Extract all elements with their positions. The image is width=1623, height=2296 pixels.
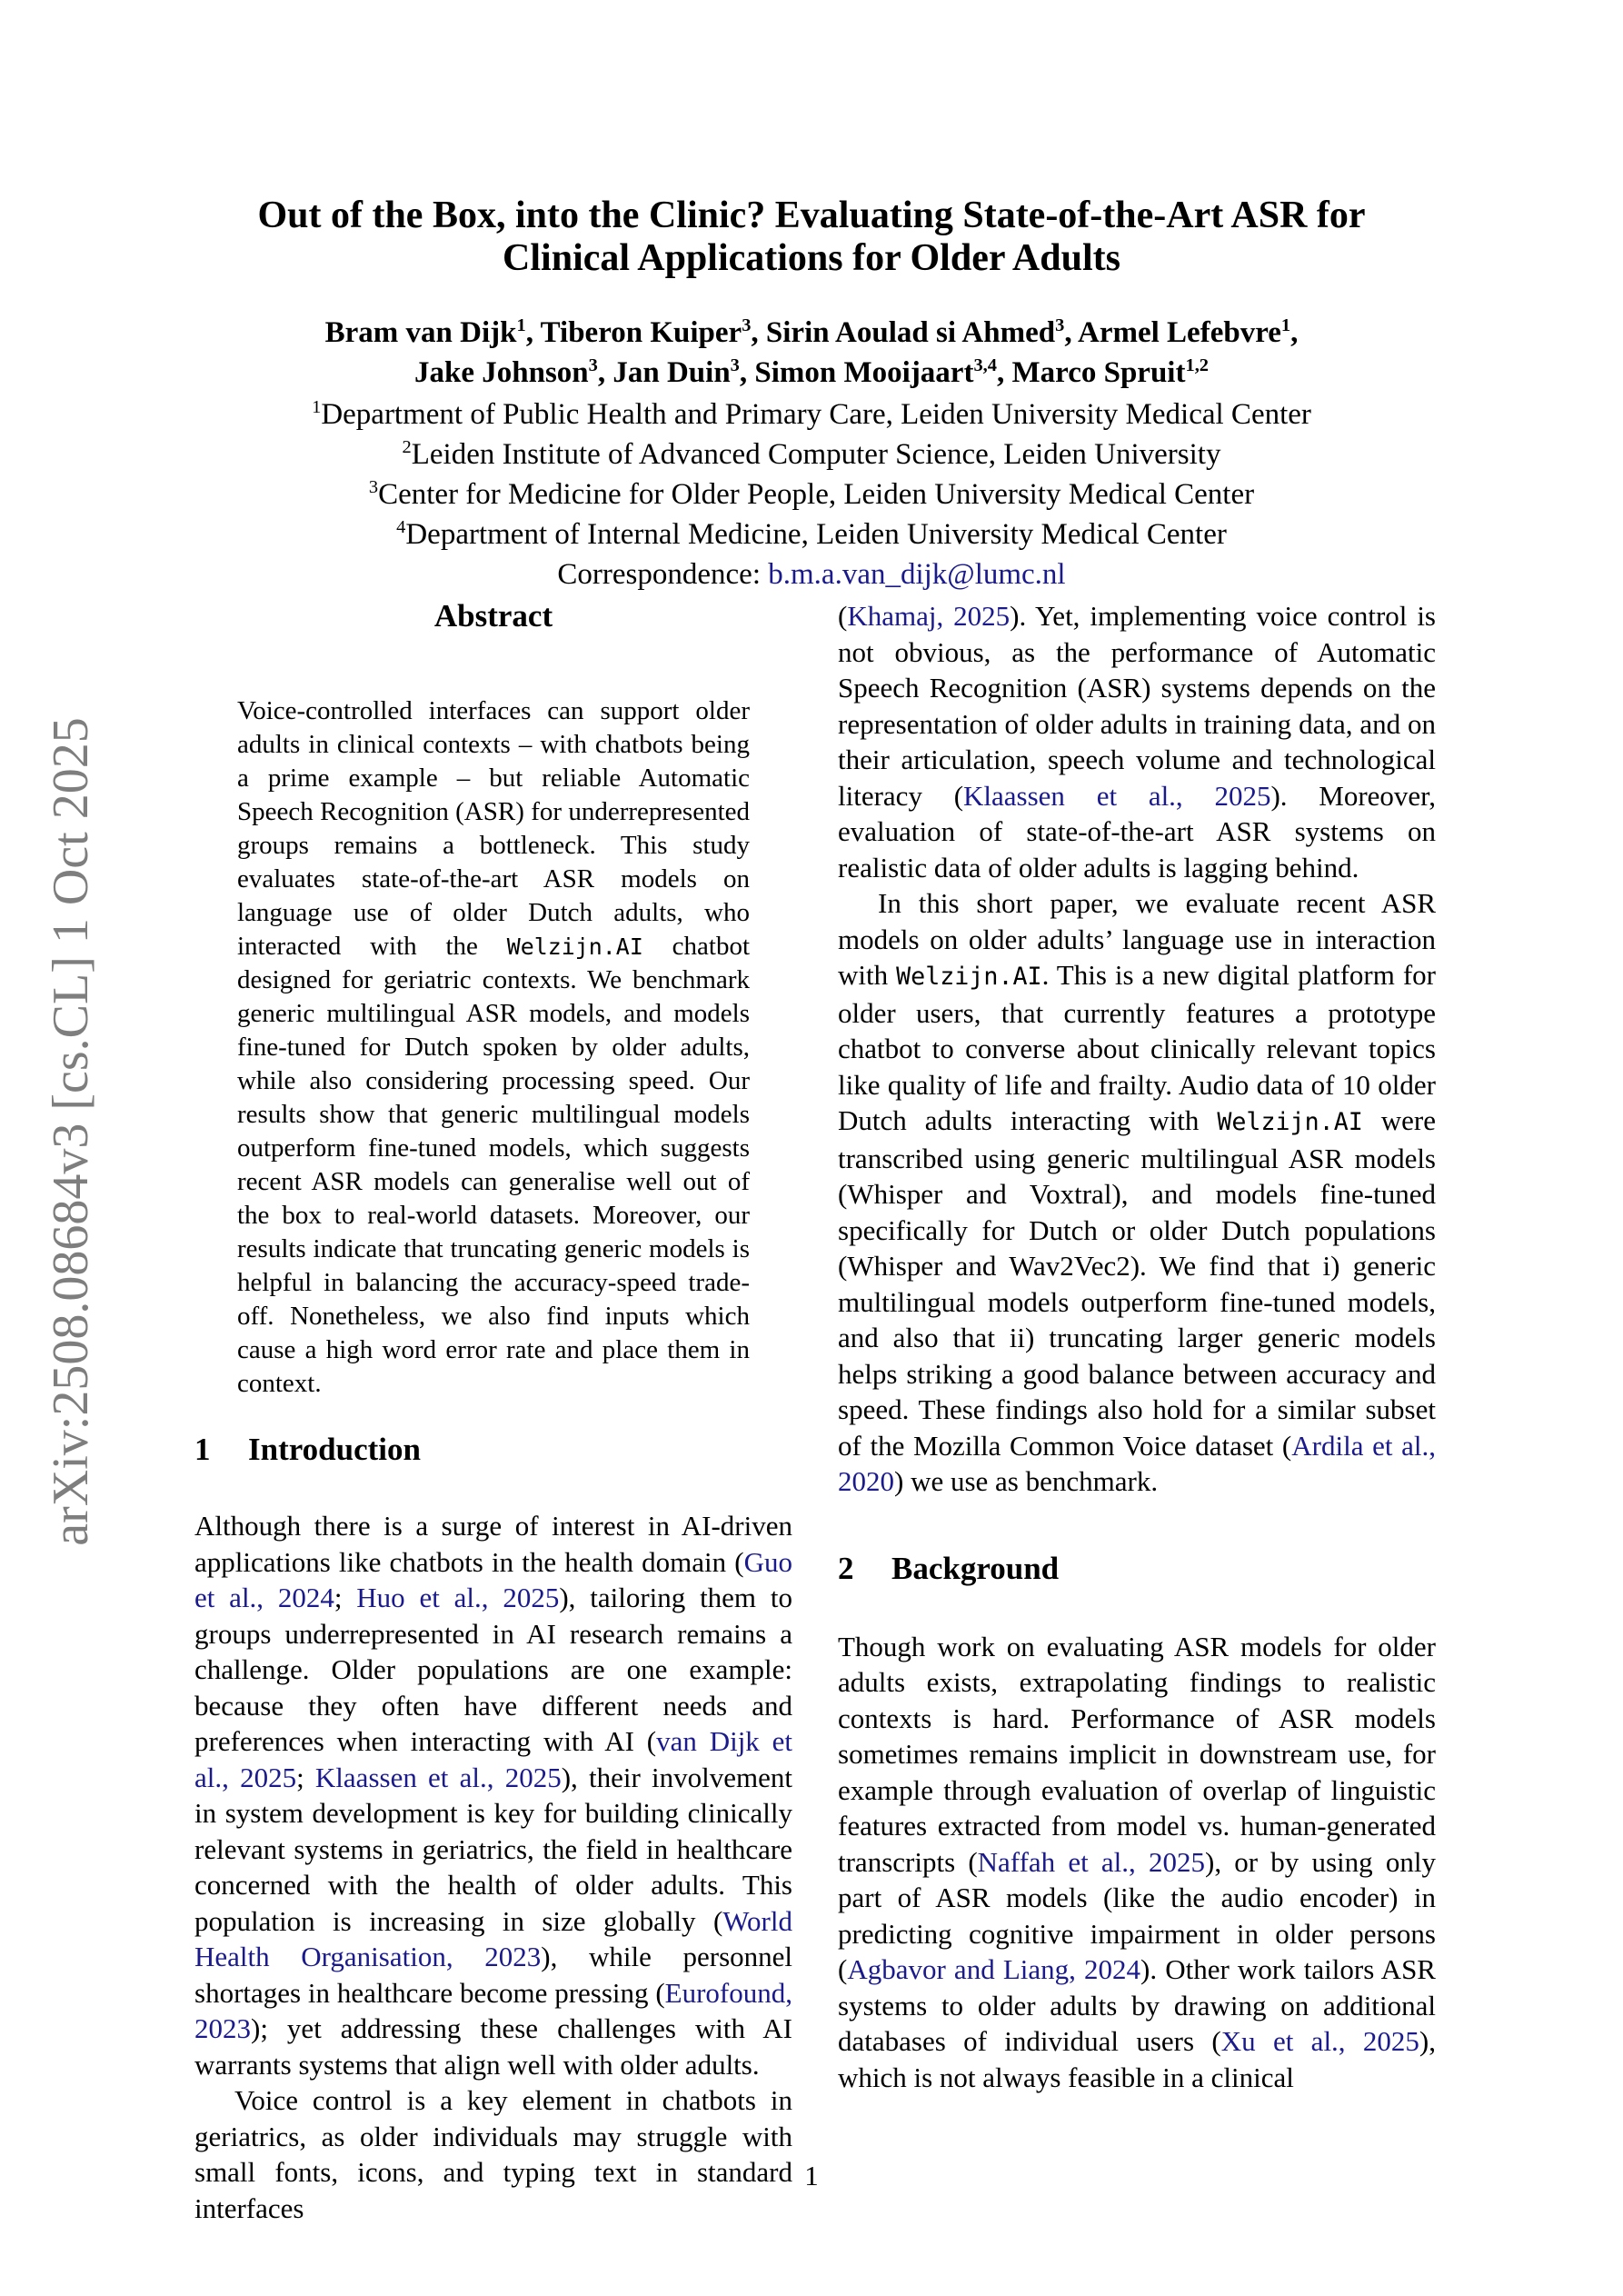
- text-run: Voice control is a key element in chatbots in geriatrics, as older individuals may struggle with small fonts, icons, and typing text in standard interfaces: [194, 2084, 792, 2224]
- affiliation-line: [0, 474, 1623, 514]
- text-run: Leiden Institute of Advanced Computer Science, Leiden University: [411, 438, 1221, 471]
- text-run: ;: [334, 1582, 357, 1613]
- text-run: ); yet addressing these challenges with AI warrants systems that align well with older adults.: [194, 2012, 792, 2081]
- citation-link[interactable]: Eurofound, 2023: [194, 1976, 792, 2044]
- text-run: , Jan Duin: [597, 356, 731, 389]
- text-run: ;: [296, 1761, 315, 1793]
- text-run: ), their involvement in system development is key for building clinically relevant systems in geriatrics, the field in healthcare concerned with the health of older adults. This population is increasing in size globally (: [194, 1761, 792, 1937]
- inline-mono-text: Welzijn.AI: [896, 963, 1042, 991]
- page-title: Clinical Applications for Older Adults: [503, 237, 1120, 279]
- section-title: Introduction: [248, 1432, 421, 1467]
- text-run: ), which is not always feasible in a clinical: [838, 2025, 1436, 2093]
- left-column: [194, 598, 792, 2226]
- citation-link[interactable]: Naffah et al., 2025: [977, 1845, 1205, 1878]
- citation-link[interactable]: Xu et al., 2025: [1220, 2025, 1419, 2057]
- text-run: , Simon Mooijaart: [739, 356, 974, 389]
- author-line: [0, 313, 1623, 353]
- affiliation-line: [0, 394, 1623, 434]
- intro-paragraph-1: [194, 1508, 792, 2082]
- text-run: Department of Public Health and Primary Care, Leiden University Medical Center: [321, 398, 1311, 431]
- citation-link[interactable]: Khamaj, 2025: [847, 600, 1011, 632]
- text-run: ) we use as benchmark.: [894, 1465, 1159, 1497]
- text-run: were transcribed using generic multilingual ASR models (Whisper and Voxtral), and models fine-tuned specifically for Dutch or older Dutch populations (Whisper and Wav2Vec2). We find that i) generic multilingual models outperform fine-tuned models, and also that ii) truncating larger generic models helps striking a good balance between accuracy and speed. These findings also hold for a similar subset of the Mozilla Common Voice dataset (: [838, 1104, 1436, 1462]
- paper-header: [0, 195, 1623, 594]
- inline-mono-text: Welzijn.AI: [506, 933, 643, 960]
- right-column: [838, 598, 1436, 2095]
- affiliation-line: [0, 514, 1623, 554]
- section-heading-background: [838, 1549, 1436, 1589]
- text-run: , Tiberon Kuiper: [525, 316, 742, 349]
- intro-paragraph-2: [194, 2082, 792, 2226]
- superscript: 1: [516, 315, 526, 335]
- page-title: Out of the Box, into the Clinic? Evaluating State-of-the-Art ASR for: [257, 195, 1366, 236]
- abstract-block: [194, 598, 792, 1401]
- superscript: 1: [312, 397, 322, 417]
- superscript: 1: [1280, 315, 1291, 335]
- abstract-heading: Abstract: [433, 598, 553, 634]
- superscript: 2: [402, 437, 412, 457]
- citation-link[interactable]: Ardila et al., 2020: [838, 1429, 1436, 1497]
- text-run: ), tailoring them to groups underrepresented in AI research remains a challenge. Older populations are one example: because they often have different needs and preferences when interacting with AI (: [194, 1582, 792, 1757]
- text-run: In this short paper, we evaluate recent ASR models on older adults’ language use in interaction with: [838, 887, 1436, 991]
- text-run: . This is a new digital platform for older users, that currently features a prototype chatbot to converse about clinically relevant topics like quality of life and frailty. Audio data of 10 older Dutch adults interacting with: [838, 959, 1436, 1136]
- section-number: 1: [194, 1432, 211, 1467]
- superscript: 1,2: [1185, 355, 1210, 375]
- email-link[interactable]: b.m.a.van_dijk@lumc.nl: [768, 558, 1066, 591]
- author-line: [0, 353, 1623, 393]
- citation-link[interactable]: Agbavor and Liang, 2024: [847, 1953, 1141, 1985]
- text-run: Bram van Dijk: [324, 316, 517, 349]
- text-run: Although there is a surge of interest in AI-driven applications like chatbots in the health domain (: [194, 1510, 792, 1578]
- text-run: Voice-controlled interfaces can support older adults in clinical contexts – with chatbots being a prime example – but reliable Automatic Speech Recognition (ASR) for underrepresented groups remains a bottleneck. This study evaluates state-of-the-art ASR models on language use of older Dutch adults, who interacted with the: [237, 696, 750, 961]
- affiliation-block: [0, 394, 1623, 594]
- page-number: 1: [804, 2160, 819, 2191]
- section-title: Background: [891, 1550, 1060, 1586]
- citation-link[interactable]: Guo et al., 2024: [194, 1545, 792, 1613]
- text-run: Department of Internal Medicine, Leiden University Medical Center: [405, 518, 1227, 551]
- citation-link[interactable]: Huo et al., 2025: [356, 1582, 560, 1613]
- background-paragraph-1: [838, 1629, 1436, 2096]
- arxiv-watermark: arXiv:2508.08684v3 [cs.CL] 1 Oct 2025: [43, 717, 99, 1546]
- text-run: ), while personnel shortages in healthcare become pressing (: [194, 1941, 793, 2009]
- text-run: ). Other work tailors ASR systems to older adults by drawing on additional databases of individual users (: [838, 1953, 1436, 2057]
- citation-link[interactable]: Klaassen et al., 2025: [314, 1761, 562, 1793]
- correspondence-line: [0, 554, 1623, 594]
- text-run: ,: [1290, 316, 1299, 349]
- author-block: [0, 313, 1623, 393]
- text-run: , Sirin Aoulad si Ahmed: [751, 316, 1056, 349]
- text-run: , Marco Spruit: [997, 356, 1186, 389]
- text-run: chatbot designed for geriatric contexts. We benchmark generic multilingual ASR models, and models fine-tuned for Dutch spoken by older adults, while also considering processing speed. Our results show that generic multilingual models outperform fine-tuned models, which suggests recent ASR models can generalise well out of the box to real-world datasets. Moreover, our results indicate that truncating generic models is helpful in balancing the accuracy-speed trade-off. Nonetheless, we also find inputs which cause a high word error rate and place them in context.: [237, 932, 750, 1398]
- superscript: 4: [396, 517, 406, 537]
- intro-paragraph-3: [838, 885, 1436, 1500]
- text-run: ), or by using only part of ASR models (like the audio encoder) in predicting cognitive impairment in older persons (: [838, 1845, 1436, 1985]
- section-number: 2: [838, 1550, 854, 1586]
- section-heading-introduction: [194, 1430, 792, 1470]
- text-run: (: [838, 600, 848, 632]
- text-run: Jake Johnson: [413, 356, 589, 389]
- citation-link[interactable]: van Dijk et al., 2025: [194, 1725, 793, 1793]
- superscript: 3,4: [973, 355, 997, 375]
- text-run: Though work on evaluating ASR models for older adults exists, extrapolating findings to realistic contexts is hard. Performance of ASR models sometimes remains implicit in downstream use, for example through evaluation of overlap of linguistic features extracted from model vs. human-generated transcripts (: [838, 1630, 1436, 1878]
- citation-link[interactable]: Klaassen et al., 2025: [963, 779, 1271, 812]
- text-run: Correspondence:: [557, 558, 769, 591]
- citation-link[interactable]: World Health Organisation, 2023: [194, 1904, 792, 1972]
- superscript: 3: [588, 355, 598, 375]
- text-run: Center for Medicine for Older People, Leiden University Medical Center: [378, 478, 1255, 511]
- text-run: ). Yet, implementing voice control is not obvious, as the performance of Automatic Speech Recognition (ASR) systems depends on the representation of older adults in training data, and on their articulation, speech volume and technological literacy (: [838, 600, 1436, 812]
- inline-mono-text: Welzijn.AI: [1217, 1108, 1363, 1136]
- superscript: 3: [1055, 315, 1065, 335]
- affiliation-line: [0, 434, 1623, 474]
- intro-paragraph-continuation: [838, 598, 1436, 885]
- abstract-body: [237, 694, 750, 1401]
- superscript: 3: [742, 315, 752, 335]
- text-run: ). Moreover, evaluation of state-of-the-art ASR systems on realistic data of older adults is lagging behind.: [838, 779, 1437, 883]
- text-run: , Armel Lefebvre: [1064, 316, 1281, 349]
- superscript: 3: [730, 355, 740, 375]
- superscript: 3: [368, 477, 379, 497]
